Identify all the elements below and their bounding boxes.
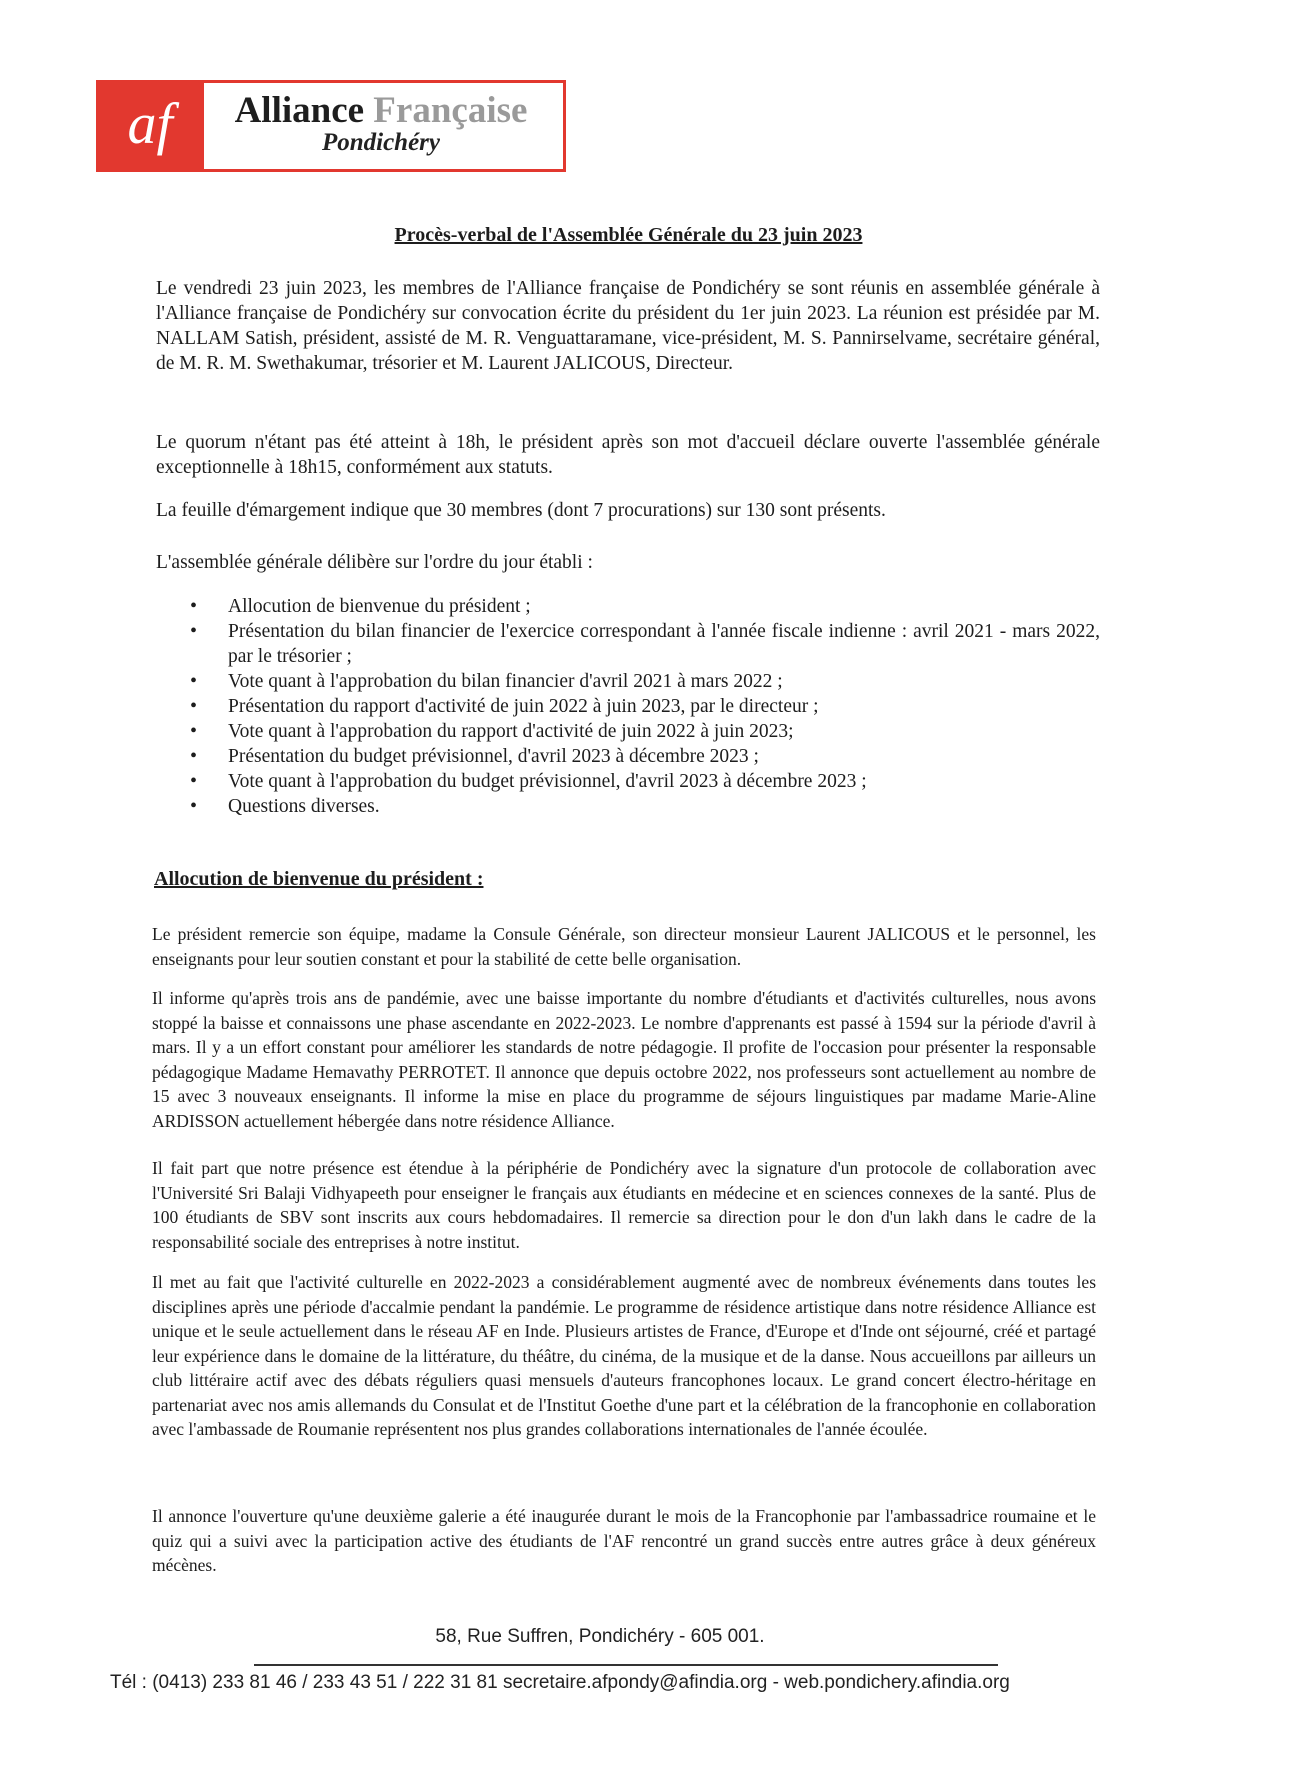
body-paragraph-2: Il informe qu'après trois ans de pandémie, avec une baisse importante du nombre d'étudiants et d'activités culturelles, nous avons stoppé la baisse et connaissons une phase ascendante en 2022-2023. Le nombre d'apprenants est passé à 1594 sur la période d'avril à mars. Il y a un effort constant pour améliorer les standards de notre pédagogie. Il profite de l'occasion pour présenter la responsable pédagogique Madame Hemavathy PERROTET. Il annonce que depuis octobre 2022, nos professeurs sont actuellement au nombre de 15 avec 3 nouveaux enseignants. Il informe la mise en place du programme de séjours linguistiques par madame Marie-Aline ARDISSON actuellement hébergée dans notre résidence Alliance. [152,988,1096,1131]
agenda-item: • Questions diverses. [190,794,1100,819]
agenda-item: • Vote quant à l'approbation du budget prévisionnel, d'avril 2023 à décembre 2023 ; [190,769,1100,794]
intro-paragraph: Le vendredi 23 juin 2023, les membres de l'Alliance française de Pondichéry se sont réunis en assemblée générale à l'Alliance française de Pondichéry sur convocation écrite du président du 1er juin 2023. La réunion est présidée par M. NALLAM Satish, président, assisté de M. R. Venguattaramane, vice-président, M. S. Pannirselvame, secrétaire général, de M. R. M. Swethakumar, trésorier et M. Laurent JALICOUS, Directeur. [156,278,1100,374]
org-city: Pondichéry [321,129,441,156]
agenda-item: • Vote quant à l'approbation du rapport d'activité de juin 2022 à juin 2023; [190,719,1100,744]
body-paragraph-5: Il annonce l'ouverture qu'une deuxième galerie a été inaugurée durant le mois de la Francophonie par l'ambassadrice roumaine et le quiz qui a suivi avec la participation active des étudiants de l'AF rencontré un grand succès entre autres grâce à deux généreux mécènes. [152,1506,1096,1575]
agenda-item: • Présentation du rapport d'activité de juin 2022 à juin 2023, par le directeur ; [190,694,1100,719]
agenda-list [190,594,1100,819]
quorum-paragraph: Le quorum n'étant pas été atteint à 18h, le président après son mot d'accueil déclare ouverte l'assemblée générale exceptionnelle à 18h15, conformément aux statuts. [156,432,1100,478]
agenda-item: • Présentation du bilan financier de l'exercice correspondant à l'année fiscale indienne : avril 2021 - mars 2022, par le trésorier ; [190,619,1100,669]
body-paragraph-3: Il fait part que notre présence est étendue à la périphérie de Pondichéry avec la signature d'un protocole de collaboration avec l'Université Sri Balaji Vidhyapeeth pour enseigner le français aux étudiants en médecine et en sciences connexes de la santé. Plus de 100 étudiants de SBV sont inscrits aux cours hebdomadaires. Il remercie sa direction pour le don d'un lakh dans le cadre de la responsabilité sociale des entreprises à notre institut. [152,1158,1096,1252]
section-heading: Allocution de bienvenue du président : [154,868,484,890]
org-name-part-2: Française [373,90,528,131]
footer-address: 58, Rue Suffren, Pondichéry - 605 001. [435,1626,765,1647]
agenda-item: • Présentation du budget prévisionnel, d'avril 2023 à décembre 2023 ; [190,744,1100,769]
footer-contact: Tél : (0413) 233 81 46 / 233 43 51 / 222 31 81 secretaire.afpondy@afindia.org - web.pondichery.afindia.org [110,1672,1010,1693]
org-name [211,89,551,132]
footer-divider [254,1664,998,1666]
af-logo-mark: af [96,80,204,172]
body-paragraph-4: Il met au fait que l'activité culturelle en 2022-2023 a considérablement augmenté avec de nombreux événements dans toutes les disciplines après une période d'accalmie pendant la pandémie. Le programme de résidence artistique dans notre résidence Alliance est unique et le seule actuellement dans le réseau AF en Inde. Plusieurs artistes de France, d'Europe et d'Inde ont séjourné, créé et partagé leur expérience dans le domaine de la littérature, du théâtre, du cinéma, de la musique et de la danse. Nous accueillons par ailleurs un club littéraire actif avec des débats réguliers quasi mensuels d'auteurs francophones locaux. Le grand concert électro-héritage en partenariat avec nos amis allemands du Consulat et de l'Institut Goethe d'une part et la célébration de la francophonie en collaboration avec l'ambassade de Roumanie représentent nos plus grandes collaborations internationales de l'année écoulée. [152,1272,1096,1439]
agenda-item: • Vote quant à l'approbation du bilan financier d'avril 2021 à mars 2022 ; [190,669,1100,694]
alliance-francaise-logo [96,80,566,172]
attendance-paragraph: La feuille d'émargement indique que 30 membres (dont 7 procurations) sur 130 sont présents. [156,500,886,521]
body-paragraph-1: Le président remercie son équipe, madame la Consule Générale, son directeur monsieur Laurent JALICOUS et le personnel, les enseignants pour leur soutien constant et pour la stabilité de cette belle organisation. [152,924,1096,969]
agenda-item: • Allocution de bienvenue du président ; [190,594,1100,619]
org-name-part-1: Alliance [234,90,365,131]
document-title: Procès-verbal de l'Assemblée Générale du 23 juin 2023 [394,224,863,246]
agenda-intro: L'assemblée générale délibère sur l'ordre du jour établi : [156,552,593,573]
